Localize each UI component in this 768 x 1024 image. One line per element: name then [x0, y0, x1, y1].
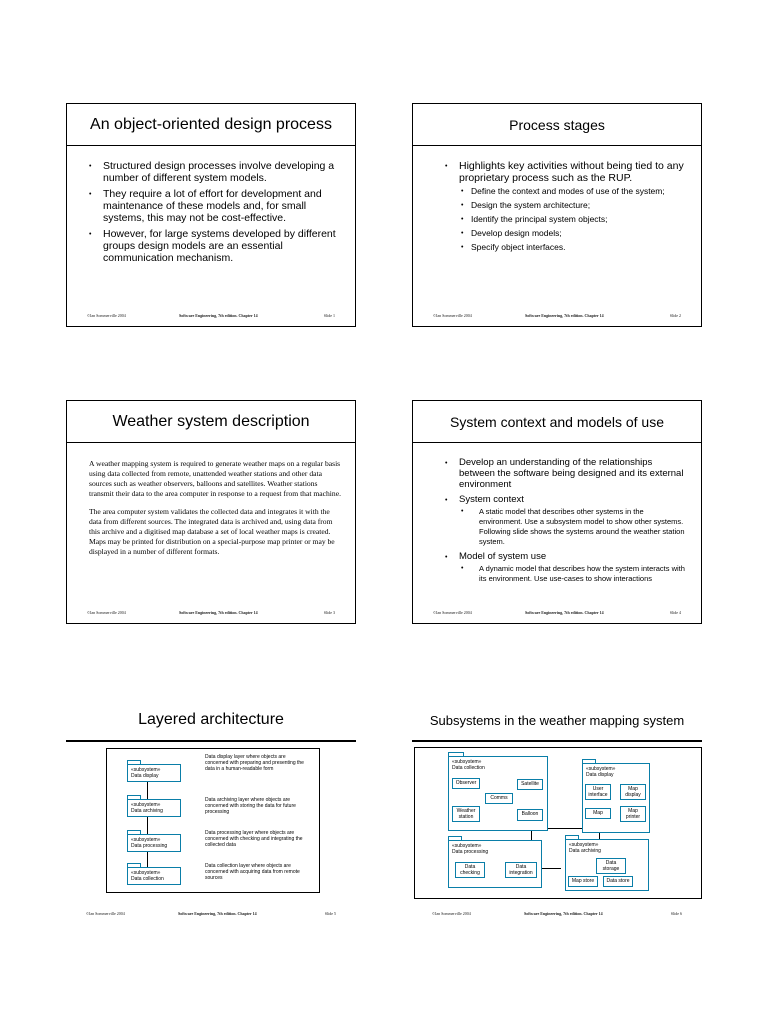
bullet-item	[445, 494, 687, 547]
sub-bullet-item: • Specify object interfaces.	[459, 242, 687, 253]
data-archiving-package: «subsystem» Data archiving	[565, 839, 649, 891]
sub-bullet-item: • Design the system architecture;	[459, 200, 687, 211]
map-store-object: Map store	[568, 876, 598, 887]
bullet-item: • They require a lot of effort for development and maintenance of these models and, for small systems, this may not be cost-effective.	[89, 188, 341, 224]
footer-slide-number: Slide 4	[669, 610, 681, 615]
bullet-list	[89, 160, 341, 268]
footer-slide-number: Slide 2	[669, 313, 681, 318]
footer-book: Software Engineering, 7th edition. Chapter 14	[524, 911, 603, 916]
bullet-item	[445, 160, 687, 253]
subsystems-diagram	[414, 747, 702, 899]
slide-title: Subsystems in the weather mapping system	[429, 712, 685, 728]
slide-title-area	[67, 104, 355, 146]
footer-copyright: ©Ian Sommerville 2004	[87, 610, 126, 615]
slide-title: Layered architecture	[138, 711, 284, 728]
slide-5	[66, 700, 356, 924]
data-display-package: «subsystem» Data display	[582, 763, 650, 833]
data-processing-package: «subsystem» Data processing	[448, 840, 542, 888]
footer-book: Software Engineering, 7th edition. Chapter 14	[525, 610, 604, 615]
sub-bullet-list	[459, 186, 687, 253]
slide-footer	[413, 607, 701, 619]
map-printer-object: Map printer	[620, 806, 646, 822]
slide-1	[66, 103, 356, 327]
data-storage-object: Data storage	[596, 858, 626, 874]
footer-copyright: ©Ian Sommerville 2004	[432, 911, 471, 916]
layer-note: Data collection layer where objects are concerned with acquiring data from remote sources	[205, 863, 300, 881]
slide-footer	[67, 310, 355, 322]
footer-book: Software Engineering, 7th edition. Chapter 14	[178, 911, 257, 916]
layered-architecture-diagram	[106, 748, 320, 893]
data-store-object: Data store	[603, 876, 633, 887]
data-collection-package: «subsystem» Data collection	[448, 756, 548, 831]
slide-title: System context and models of use	[450, 413, 664, 430]
slide-footer	[413, 310, 701, 322]
weather-station-object: Weather station	[452, 806, 480, 822]
sub-bullet-list	[459, 564, 687, 584]
footer-copyright: ©Ian Sommerville 2004	[87, 313, 126, 318]
footer-book: Software Engineering, 7th edition. Chapter 14	[525, 313, 604, 318]
description-paragraph: The area computer system validates the collected data and integrates it with the data from different sources. The integrated data is archived and, using data from this archive and a digitised map database a set of local weather maps is created. Maps may be printed for distribution on a special-purpose map printer or may be displayed in a number of different formats.	[89, 507, 335, 556]
bullet-text: System context	[459, 494, 524, 505]
slide-4	[412, 400, 702, 624]
footer-slide-number: Slide 1	[323, 313, 335, 318]
data-checking-object: Data checking	[455, 862, 485, 878]
footer-copyright: ©Ian Sommerville 2004	[433, 313, 472, 318]
slide-title-area	[67, 401, 355, 443]
user-interface-object: User interface	[585, 784, 611, 800]
footer-slide-number: Slide 5	[324, 911, 336, 916]
bullet-list	[445, 457, 687, 588]
footer-copyright: ©Ian Sommerville 2004	[433, 610, 472, 615]
slide-2	[412, 103, 702, 327]
slide-title-area	[412, 700, 702, 742]
balloon-object: Balloon	[517, 809, 543, 821]
sub-bullet-item: • Develop design models;	[459, 228, 687, 239]
map-object: Map	[585, 808, 611, 819]
footer-slide-number: Slide 3	[323, 610, 335, 615]
layer-note: Data processing layer where objects are concerned with checking and integrating the collected data	[205, 830, 303, 848]
footer-slide-number: Slide 6	[670, 911, 682, 916]
sub-bullet-list	[459, 507, 687, 547]
slide-title-area	[66, 700, 356, 742]
slide-title: An object-oriented design process	[90, 115, 332, 133]
slide-title-area	[413, 104, 701, 146]
slide-title: Process stages	[509, 116, 605, 133]
bullet-item: • Develop an understanding of the relationships between the software being designed and its external environment	[445, 457, 687, 490]
bullet-item	[445, 551, 687, 584]
footer-book: Software Engineering, 7th edition. Chapter 14	[179, 610, 258, 615]
map-display-object: Map display	[620, 784, 646, 800]
subsystem-package: «subsystem» Data collection	[127, 867, 181, 885]
layer-note: Data display layer where objects are concerned with preparing and presenting the data in a human-readable form	[205, 754, 304, 772]
slide-title: Weather system description	[112, 412, 310, 430]
slide-title-area	[413, 401, 701, 443]
sub-bullet-item: • A static model that describes other systems in the environment. Use a subsystem model to show other systems. Following slide shows the systems around the weather station system.	[459, 507, 687, 547]
layer-note: Data archiving layer where objects are concerned with storing the data for future processing	[205, 797, 296, 815]
sub-bullet-item: • A dynamic model that describes how the system interacts with its environment. Use use-cases to show interactions	[459, 564, 687, 584]
bullet-item: • Structured design processes involve developing a number of different system models.	[89, 160, 341, 184]
subsystem-package: «subsystem» Data processing	[127, 834, 181, 852]
footer-book: Software Engineering, 7th edition. Chapter 14	[179, 313, 258, 318]
observer-object: Observer	[452, 778, 480, 789]
sub-bullet-item: • Define the context and modes of use of the system;	[459, 186, 687, 197]
comms-object: Comms	[485, 793, 513, 804]
bullet-item: • However, for large systems developed by different groups design models are an essential communication mechanism.	[89, 228, 341, 264]
connector-line	[147, 775, 148, 875]
description-paragraph: A weather mapping system is required to generate weather maps on a regular basis using data collected from remote, unattended weather stations and other data sources such as weather observers, balloons and satellites. Weather stations transmit their data to the area computer in response to a request from that machine.	[89, 459, 341, 498]
slide-footer	[412, 908, 702, 920]
description-text	[89, 459, 341, 565]
slide-footer	[66, 908, 356, 920]
sub-bullet-item: • Identify the principal system objects;	[459, 214, 687, 225]
bullet-text: Highlights key activities without being tied to any proprietary process such as the RUP.	[459, 160, 684, 184]
data-integration-object: Data integration	[505, 862, 537, 878]
slide-6	[412, 700, 702, 924]
slide-footer	[67, 607, 355, 619]
subsystem-package: «subsystem» Data archiving	[127, 799, 181, 817]
satellite-object: Satellite	[517, 779, 543, 790]
footer-copyright: ©Ian Sommerville 2004	[86, 911, 125, 916]
bullet-list	[445, 160, 687, 257]
slide-3	[66, 400, 356, 624]
subsystem-package: «subsystem» Data display	[127, 764, 181, 782]
bullet-text: Model of system use	[459, 551, 547, 562]
